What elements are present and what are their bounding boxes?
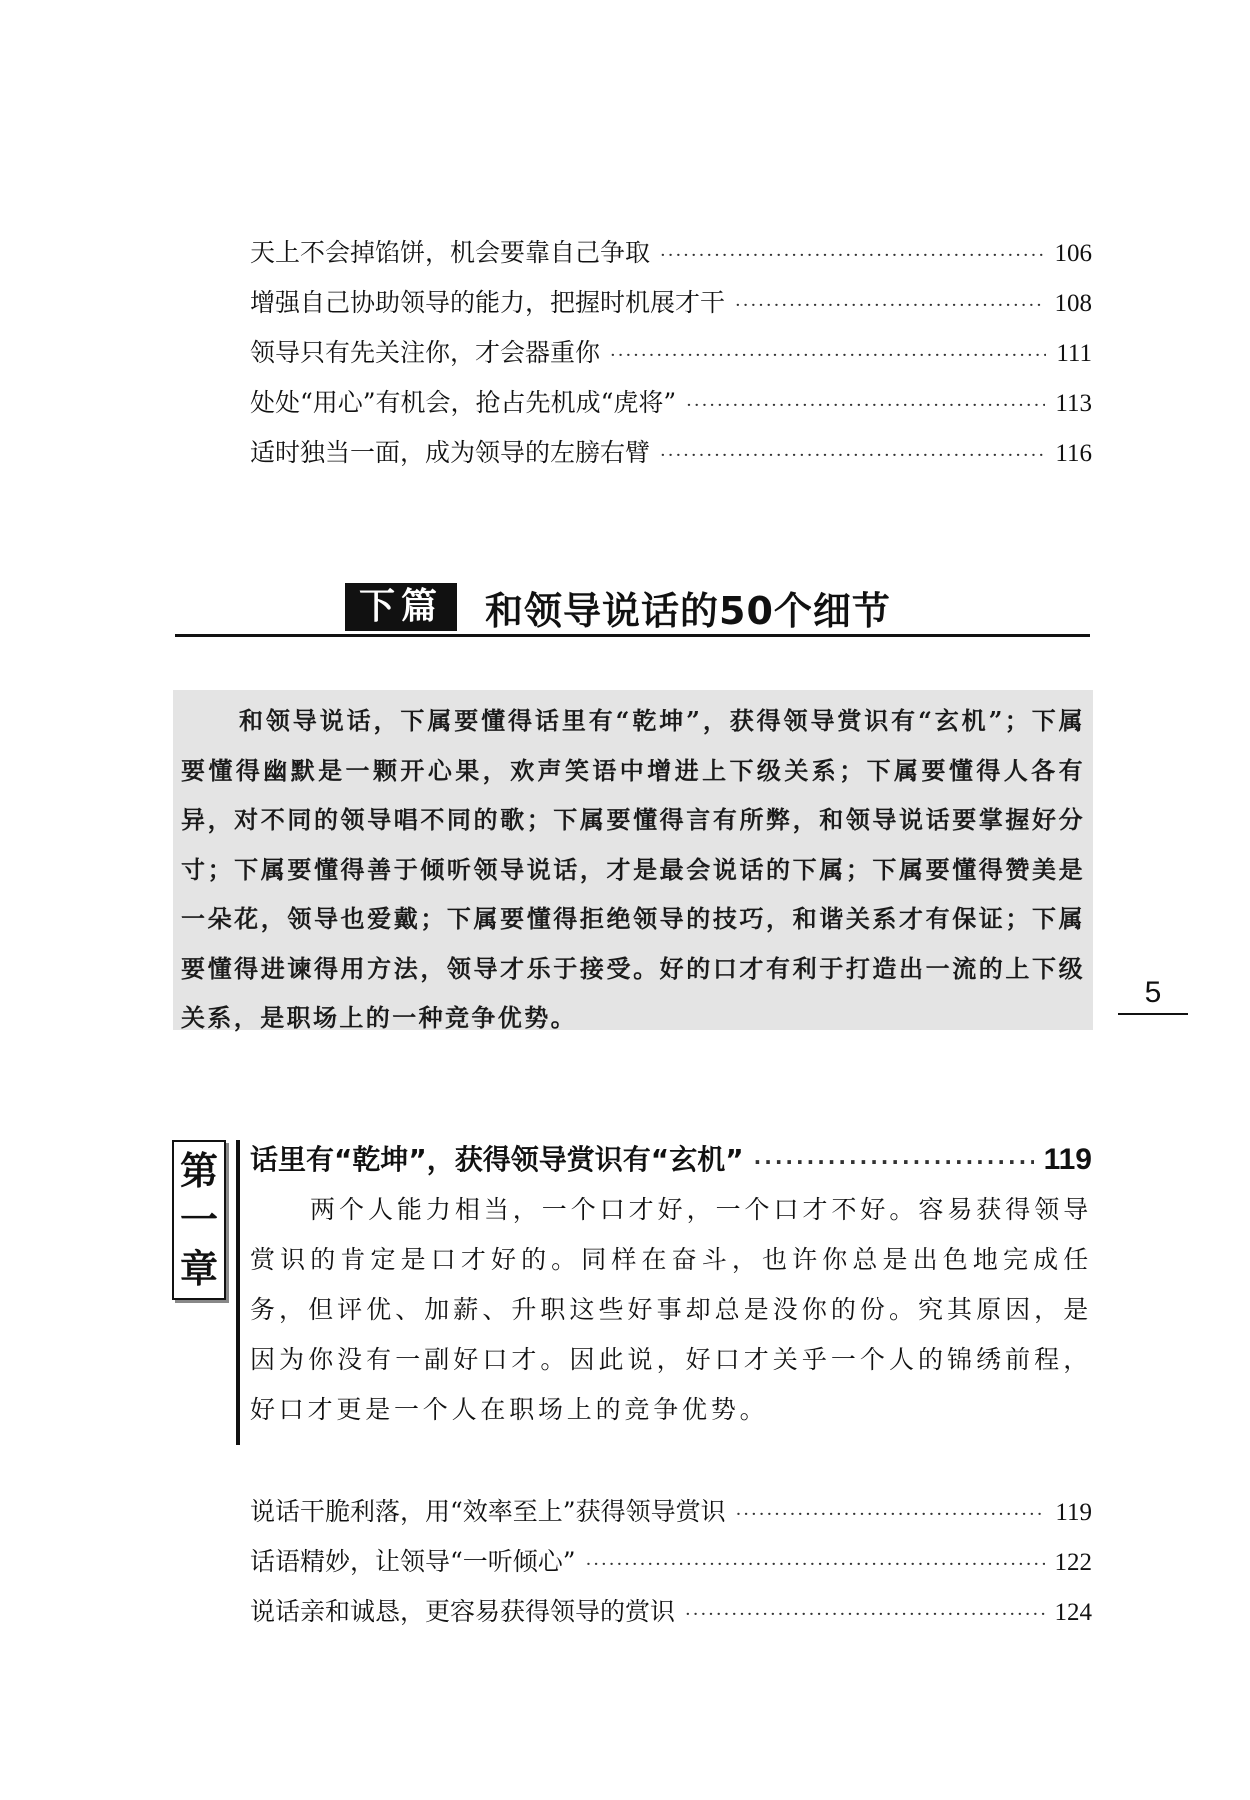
toc-entry-title: 适时独当一面，成为领导的左膀右臂 [250,438,651,467]
toc-leader-dots [660,431,1045,481]
toc-entry-title: 说话干脆利落，用“效率至上”获得领导赏识 [250,1497,726,1526]
chapter-heading[interactable] [250,1133,1092,1187]
toc-entry[interactable] [250,1487,1092,1537]
toc-entry-title: 说话亲和诚恳，更容易获得领导的赏识 [250,1597,676,1626]
toc-entry-title: 话语精妙，让领导“一听倾心” [250,1547,576,1576]
toc-entry[interactable] [250,278,1092,328]
chapter-summary: 两个人能力相当，一个口才好，一个口才不好。容易获得领导赏识的肯定是口才好的。同样在奋斗，也许你总是出色地完成任务，但评优、加薪、升职这些好事却总是没你的份。究其原因，是因为你没有一副好口才。因此说，好口才关乎一个人的锦绣前程，好口才更是一个人在职场上的竞争优势。 [250,1195,1092,1424]
toc-leader-dots [754,1150,1034,1174]
toc-entry-page: 111 [1056,340,1092,367]
part-title: 和领导说话的50个细节 [485,588,891,633]
toc-leader-dots [660,231,1044,281]
toc-entry-title: 增强自己协助领导的能力，把握时机展才干 [250,288,726,317]
toc-leader-dots [610,331,1046,381]
toc-leader-dots [686,381,1045,431]
toc-entry-page: 108 [1054,290,1092,317]
chapter-badge-char: 第 [179,1149,218,1193]
toc-leader-dots [685,1590,1044,1640]
toc-entry-title: 处处“用心”有机会，抢占先机成“虎将” [250,388,677,417]
part-divider [175,634,1090,637]
page-number: 5 [1118,973,1188,1015]
toc-entry-title: 领导只有先关注你，才会器重你 [250,338,601,367]
toc-leader-dots [736,1490,1046,1540]
part-intro-box [173,690,1093,1030]
toc-entry[interactable] [250,1587,1092,1637]
toc-entry-page: 122 [1054,1549,1092,1576]
toc-entry-page: 124 [1054,1599,1092,1626]
chapter-badge-char: 一 [179,1198,218,1242]
toc-leader-dots [586,1540,1045,1590]
toc-entry-page: 119 [1055,1499,1092,1526]
toc-list-top [250,228,1092,478]
part-heading [345,582,891,632]
toc-entry-page: 106 [1054,240,1092,267]
toc-entry[interactable] [250,1537,1092,1587]
chapter-side-rule [236,1140,240,1445]
toc-list-bottom [250,1487,1092,1637]
toc-entry-page: 116 [1055,440,1092,467]
chapter-badge [172,1140,226,1300]
part-intro-text: 和领导说话，下属要懂得话里有“乾坤”，获得领导赏识有“玄机”；下属要懂得幽默是一颗开心果，欢声笑语中增进上下级关系；下属要懂得人各有异，对不同的领导唱不同的歌；下属要懂得言有所弊，和领导说话要掌握好分寸；下属要懂得善于倾听领导说话，才是最会说话的下属；下属要懂得赞美是一朵花，领导也爱戴；下属要懂得拒绝领导的技巧，和谐关系才有保证；下属要懂得进谏得用方法，领导才乐于接受。好的口才有利于打造出一流的上下级关系，是职场上的一种竞争优势。 [181,706,1085,1032]
toc-entry-page: 113 [1055,390,1092,417]
chapter-title: 话里有“乾坤”，获得领导赏识有“玄机” [250,1143,744,1176]
toc-entry[interactable] [250,378,1092,428]
toc-entry-title: 天上不会掉馅饼，机会要靠自己争取 [250,238,651,267]
part-label: 下篇 [345,583,457,631]
chapter-badge-char: 章 [179,1247,218,1291]
toc-entry[interactable] [250,228,1092,278]
toc-entry[interactable] [250,428,1092,478]
chapter-page: 119 [1043,1143,1092,1176]
toc-entry[interactable] [250,328,1092,378]
toc-leader-dots [735,281,1044,331]
